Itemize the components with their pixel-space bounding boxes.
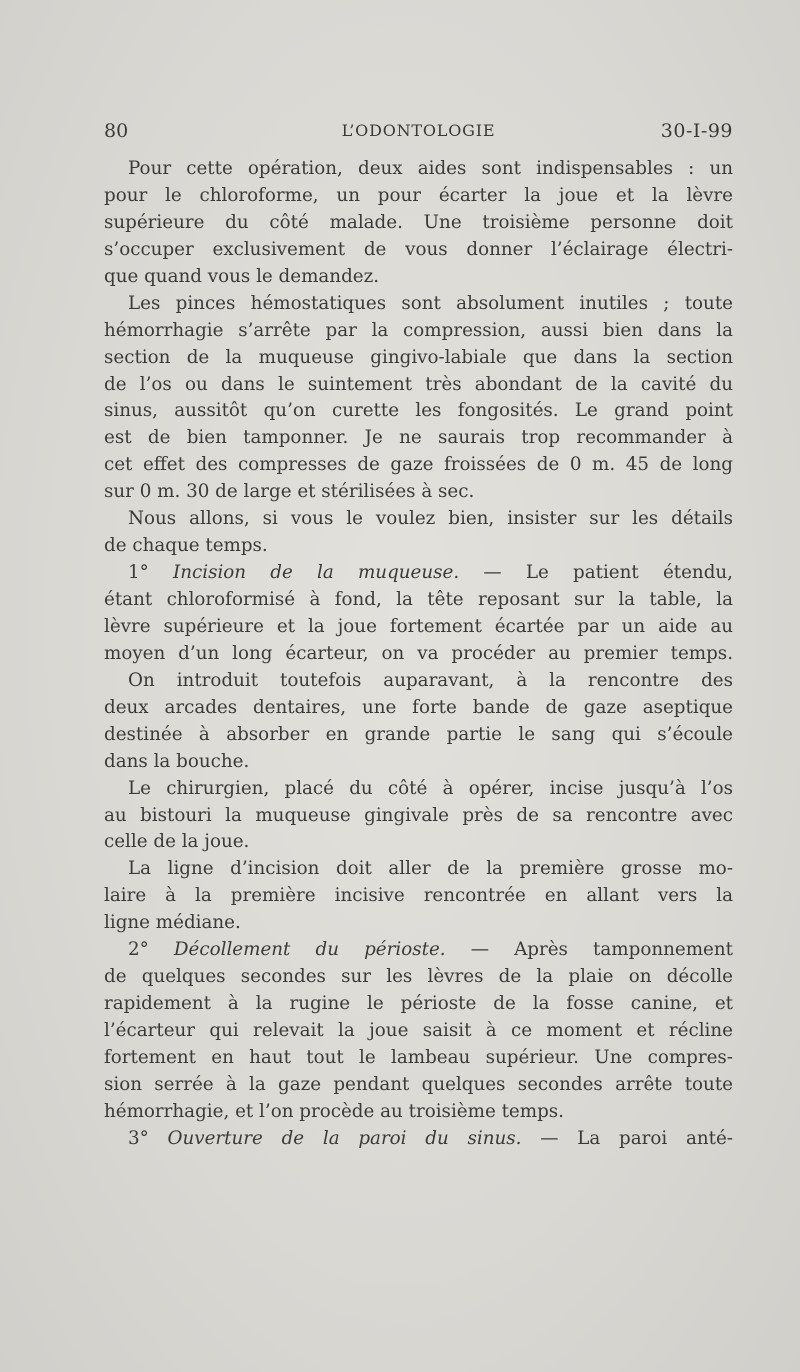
- text-line: supérieure du côté malade. Une troisième personne doit: [104, 211, 733, 233]
- text-line: dans la bouche.: [104, 750, 250, 772]
- journal-title: L’ODONTOLOGIE: [341, 121, 496, 140]
- section-number: 2°: [128, 939, 174, 961]
- text-line: Nous allons, si vous le voulez bien, insister sur les détails: [128, 508, 733, 530]
- text-line: [104, 937, 733, 964]
- body-text: [104, 156, 733, 1153]
- text-line: hémorrhagie s’arrête par la compression, aussi bien dans la: [104, 319, 733, 341]
- text-line: est de bien tamponner. Je ne saurais trop recommander à: [104, 427, 733, 449]
- text-line: de quelques secondes sur les lèvres de la plaie on décolle: [104, 966, 733, 988]
- text-line: La ligne d’incision doit aller de la première grosse mo-: [128, 858, 733, 880]
- text-line: sinus, aussitôt qu’on curette les fongosités. Le grand point: [104, 400, 733, 422]
- text-line: au bistouri la muqueuse gingivale près de sa rencontre avec: [104, 804, 733, 826]
- text-line: l’écarteur qui relevait la joue saisit à ce moment et récline: [104, 1020, 733, 1041]
- running-header: [104, 120, 733, 150]
- line-text: — La paroi anté-: [521, 1127, 733, 1149]
- text-line: pour le chloroforme, un pour écarter la joue et la lèvre: [104, 184, 733, 206]
- text-line: [104, 560, 733, 587]
- text-line: celle de la joue.: [104, 831, 250, 853]
- text-line: hémorrhagie, et l’on procède au troisième temps.: [104, 1100, 564, 1122]
- text-line: que quand vous le demandez.: [104, 265, 380, 287]
- text-line: étant chloroformisé à fond, la tête reposant sur la table, la: [104, 589, 733, 610]
- text-line: moyen d’un long écarteur, on va procéder au premier temps.: [104, 642, 733, 664]
- issue-date: 30-I-99: [660, 120, 733, 142]
- text-line: Pour cette opération, deux aides sont indispensables : un: [128, 158, 733, 179]
- text-line: On introduit toutefois auparavant, à la rencontre des: [128, 669, 733, 691]
- text-line: [104, 1126, 733, 1153]
- section-number: 3°: [128, 1127, 168, 1149]
- text-line: deux arcades dentaires, une forte bande de gaze aseptique: [104, 696, 733, 718]
- text-line: lèvre supérieure et la joue fortement écartée par un aide au: [104, 615, 733, 637]
- text-line: fortement en haut tout le lambeau supérieur. Une compres-: [104, 1046, 733, 1068]
- text-line: de l’os ou dans le suintement très abondant de la cavité du: [104, 373, 733, 395]
- text-line: laire à la première incisive rencontrée en allant vers la: [104, 885, 733, 907]
- section-number: 1°: [128, 562, 173, 584]
- text-line: sion serrée à la gaze pendant quelques secondes arrête toute: [104, 1073, 733, 1095]
- text-line: destinée à absorber en grande partie le sang qui s’écoule: [104, 723, 733, 745]
- text-line: sur 0 m. 30 de large et stérilisées à sec.: [104, 481, 475, 503]
- line-text: — Le patient étendu,: [459, 562, 733, 584]
- text-line: rapidement à la rugine le périoste de la fosse canine, et: [104, 993, 733, 1015]
- text-line: de chaque temps.: [104, 535, 268, 557]
- text-line: section de la muqueuse gingivo-labiale que dans la section: [104, 346, 733, 368]
- section-heading: Incision de la muqueuse.: [172, 562, 460, 584]
- section-heading: Décollement du périoste.: [173, 939, 446, 961]
- text-line: Les pinces hémostatiques sont absolument inutiles ; toute: [128, 292, 733, 314]
- text-line: Le chirurgien, placé du côté à opérer, incise jusqu’à l’os: [128, 777, 733, 799]
- text-line: cet effet des compresses de gaze froissées de 0 m. 45 de long: [104, 454, 733, 476]
- section-heading: Ouverture de la paroi du sinus.: [167, 1127, 522, 1149]
- text-line: s’occuper exclusivement de vous donner l’éclairage électri-: [104, 238, 733, 260]
- line-text: — Après tamponnement: [445, 939, 733, 961]
- page-number: 80: [104, 120, 129, 142]
- text-line: ligne médiane.: [104, 912, 241, 934]
